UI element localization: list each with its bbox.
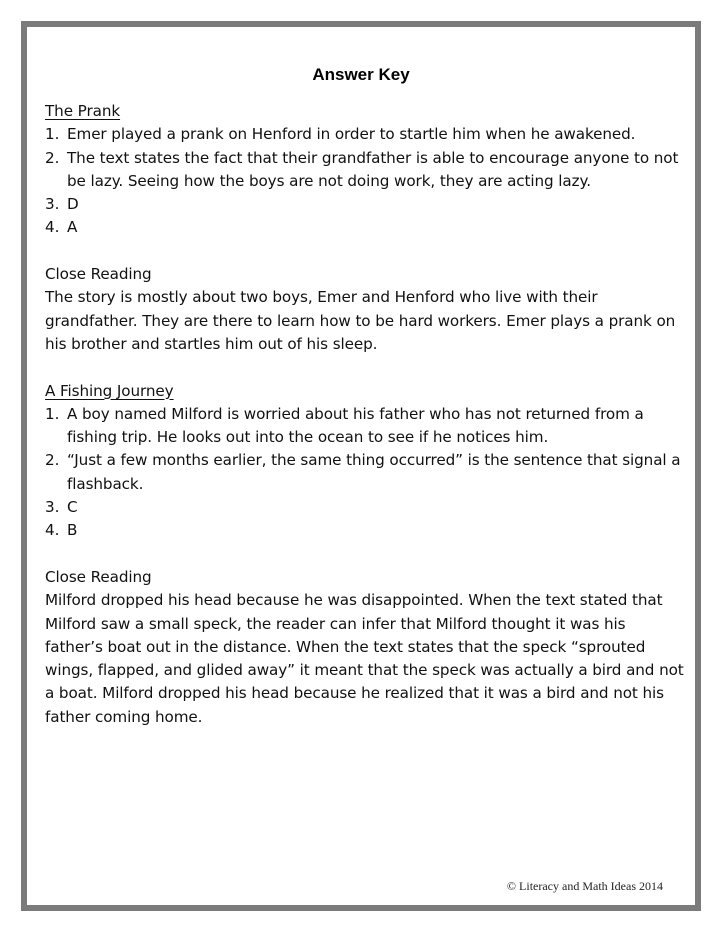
answer-item [45, 449, 685, 496]
close-reading-label: Close Reading [45, 265, 152, 284]
close-reading-text: The story is mostly about two boys, Emer and Henford who live with their grandfather. They are there to learn how to be hard workers. Emer plays a prank on his brother and startles him out of his sleep. [45, 288, 676, 353]
answer-number: 3. [45, 195, 60, 214]
answer-number: 1. [45, 404, 60, 423]
section-heading: A Fishing Journey [45, 381, 174, 400]
answer-item [45, 147, 685, 194]
page-frame [21, 21, 701, 911]
answer-content [45, 100, 685, 729]
close-reading-text: Milford dropped his head because he was disappointed. When the text stated that Milford saw a small speck, the reader can infer that Milford thought it was his father’s boat out in the distance. When the text states that the speck “sprouted wings, flapped, and glided away” it meant that the speck was actually a bird and not a boat. Milford dropped his head because he realized that it was a bird and not his father coming home. [45, 591, 684, 726]
section-the-prank [45, 100, 685, 380]
answer-number: 3. [45, 498, 60, 517]
answer-text: “Just a few months earlier, the same thing occurred” is the sentence that signal a flashback. [67, 451, 681, 493]
answer-text: B [67, 521, 78, 540]
answer-number: 2. [45, 451, 60, 470]
answer-text: A [67, 218, 78, 237]
answer-item [45, 216, 685, 239]
answer-text: Emer played a prank on Henford in order to startle him when he awakened. [67, 125, 636, 144]
answer-item [45, 519, 685, 542]
answer-number: 2. [45, 148, 60, 167]
answer-item [45, 193, 685, 216]
answer-number: 4. [45, 521, 60, 540]
page-title: Answer Key [312, 65, 410, 84]
answer-item [45, 496, 685, 519]
answer-text: C [67, 498, 78, 517]
section-a-fishing-journey [45, 380, 685, 729]
answer-text: The text states the fact that their grandfather is able to encourage anyone to not be lazy. Seeing how the boys are not doing work, they are acting lazy. [67, 148, 679, 190]
answer-item [45, 403, 685, 450]
copyright-footer: © Literacy and Math Ideas 2014 [506, 879, 663, 893]
section-heading: The Prank [45, 102, 121, 120]
answer-number: 4. [45, 218, 60, 237]
close-reading-label: Close Reading [45, 567, 152, 586]
answer-text: A boy named Milford is worried about his father who has not returned from a fishing trip. He looks out into the ocean to see if he notices him. [67, 404, 644, 447]
answer-number: 1. [45, 125, 60, 144]
answer-text: D [67, 195, 79, 214]
answer-item [45, 123, 685, 146]
